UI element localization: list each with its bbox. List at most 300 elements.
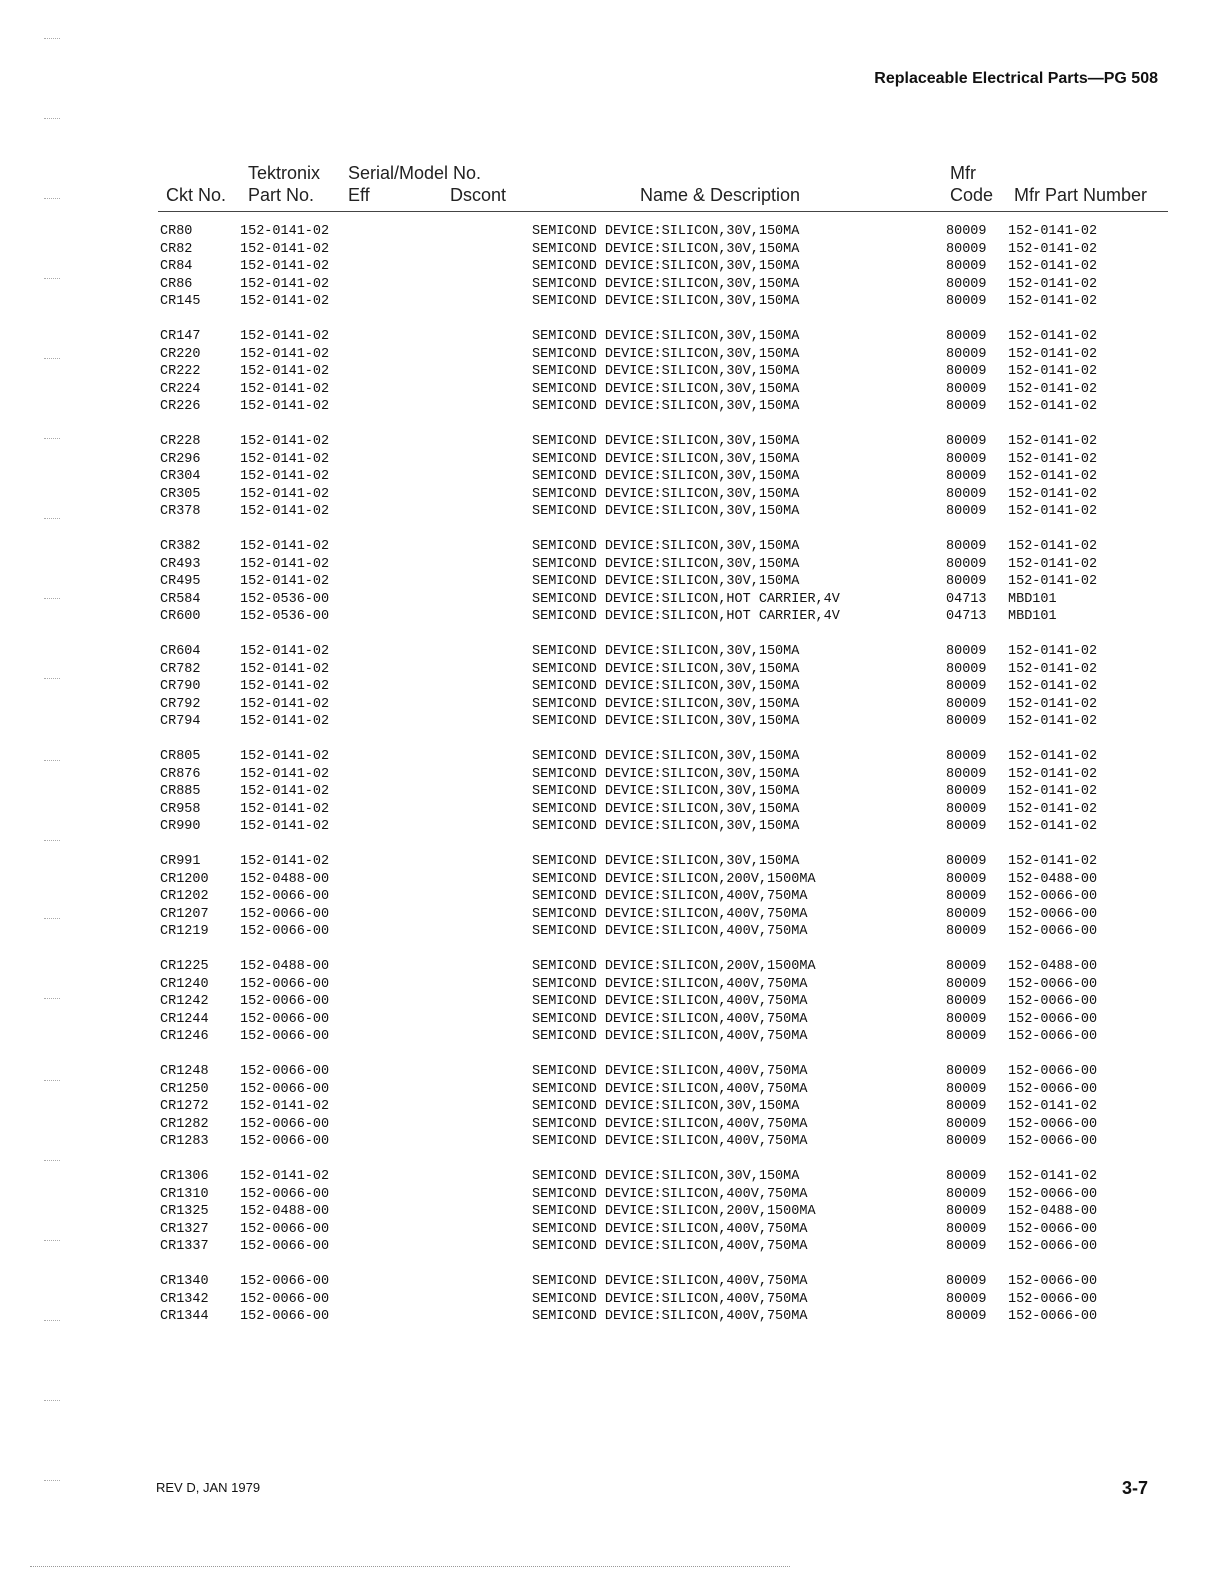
table-row — [0, 1099, 1224, 1117]
table-row — [0, 714, 1224, 732]
column-headers — [0, 163, 1224, 213]
cell-ckt-no: CR1344 — [160, 1309, 209, 1324]
cell-part-no: 152-0141-02 — [240, 1099, 330, 1114]
cell-mfr-code: 80009 — [946, 994, 987, 1009]
cell-ckt-no: CR1200 — [160, 871, 209, 887]
cell-part-no: 152-0488-00 — [240, 959, 330, 974]
cell-ckt-no: CR495 — [160, 574, 201, 589]
cell-mfr-code: 80009 — [946, 801, 987, 817]
cell-name-description: SEMICOND DEVICE:SILICON,200V,1500MA — [532, 871, 816, 887]
table-row — [0, 539, 1224, 557]
cell-name-description: SEMICOND DEVICE:SILICON,30V,150MA — [532, 329, 800, 344]
cell-name-description: SEMICOND DEVICE:SILICON,30V,150MA — [532, 276, 800, 292]
table-row — [0, 907, 1224, 925]
cell-ckt-no: CR1282 — [160, 1116, 209, 1132]
cell-mfr-part-number: 152-0488-00 — [1008, 1204, 1098, 1219]
cell-mfr-code: 80009 — [946, 381, 987, 397]
cell-mfr-part-number: 152-0141-02 — [1008, 679, 1098, 694]
cell-ckt-no: CR145 — [160, 294, 201, 309]
cell-mfr-part-number: 152-0066-00 — [1008, 994, 1098, 1009]
cell-part-no: 152-0141-02 — [240, 294, 330, 309]
col-header-tektronix: Tektronix — [248, 163, 321, 183]
cell-mfr-part-number: 152-0066-00 — [1008, 1064, 1098, 1079]
cell-mfr-code: 80009 — [946, 1239, 987, 1254]
footer-revision: REV D, JAN 1979 — [156, 1480, 261, 1495]
cell-ckt-no: CR1340 — [160, 1274, 209, 1289]
table-row — [0, 1274, 1224, 1292]
cell-mfr-part-number: 152-0141-02 — [1008, 364, 1098, 379]
cell-part-no: 152-0066-00 — [240, 924, 330, 939]
table-row — [0, 959, 1224, 977]
cell-part-no: 152-0141-02 — [240, 749, 330, 764]
cell-ckt-no: CR1219 — [160, 924, 209, 939]
row-group — [0, 434, 1224, 539]
cell-name-description: SEMICOND DEVICE:SILICON,30V,150MA — [532, 661, 800, 677]
cell-mfr-code: 80009 — [946, 276, 987, 292]
cell-mfr-code: 80009 — [946, 469, 987, 484]
cell-mfr-part-number: 152-0141-02 — [1008, 504, 1098, 519]
cell-ckt-no: CR222 — [160, 364, 201, 379]
cell-part-no: 152-0066-00 — [240, 1274, 330, 1289]
cell-ckt-no: CR1342 — [160, 1291, 209, 1307]
cell-part-no: 152-0141-02 — [240, 276, 330, 292]
row-group — [0, 749, 1224, 854]
cell-part-no: 152-0141-02 — [240, 574, 330, 589]
cell-mfr-part-number: 152-0141-02 — [1008, 434, 1098, 449]
cell-name-description: SEMICOND DEVICE:SILICON,30V,150MA — [532, 854, 800, 869]
table-row — [0, 469, 1224, 487]
cell-part-no: 152-0141-02 — [240, 451, 330, 467]
col-header-mfr: Mfr — [950, 163, 976, 183]
table-row — [0, 749, 1224, 767]
cell-mfr-part-number: 152-0141-02 — [1008, 399, 1098, 414]
table-row — [0, 889, 1224, 907]
cell-name-description: SEMICOND DEVICE:SILICON,30V,150MA — [532, 539, 800, 554]
table-row — [0, 224, 1224, 242]
cell-ckt-no: CR304 — [160, 469, 201, 484]
cell-mfr-part-number: 152-0066-00 — [1008, 1186, 1098, 1202]
table-row — [0, 802, 1224, 820]
table-row — [0, 697, 1224, 715]
cell-name-description: SEMICOND DEVICE:SILICON,HOT CARRIER,4V — [532, 609, 840, 624]
cell-name-description: SEMICOND DEVICE:SILICON,30V,150MA — [532, 381, 800, 397]
table-row — [0, 784, 1224, 802]
cell-ckt-no: CR1306 — [160, 1169, 209, 1184]
cell-mfr-code: 80009 — [946, 1099, 987, 1114]
cell-mfr-part-number: 152-0141-02 — [1008, 801, 1098, 817]
table-row — [0, 1117, 1224, 1135]
table-row — [0, 924, 1224, 942]
header-rule — [158, 211, 1168, 212]
cell-mfr-code: 80009 — [946, 434, 987, 449]
cell-name-description: SEMICOND DEVICE:SILICON,30V,150MA — [532, 766, 800, 782]
cell-part-no: 152-0066-00 — [240, 1221, 330, 1237]
cell-mfr-part-number: 152-0141-02 — [1008, 486, 1098, 502]
cell-mfr-code: 80009 — [946, 1309, 987, 1324]
cell-mfr-part-number: 152-0141-02 — [1008, 749, 1098, 764]
cell-mfr-part-number: 152-0066-00 — [1008, 1309, 1098, 1324]
cell-name-description: SEMICOND DEVICE:SILICON,30V,150MA — [532, 346, 800, 362]
table-row — [0, 1292, 1224, 1310]
cell-ckt-no: CR296 — [160, 451, 201, 467]
col-header-serial-model: Serial/Model No. — [348, 163, 482, 183]
cell-mfr-part-number: MBD101 — [1008, 591, 1057, 607]
cell-mfr-part-number: 152-0141-02 — [1008, 241, 1098, 257]
cell-part-no: 152-0141-02 — [240, 486, 330, 502]
bottom-edge-line — [30, 1566, 790, 1567]
cell-mfr-code: 80009 — [946, 1081, 987, 1097]
cell-mfr-part-number: 152-0141-02 — [1008, 469, 1098, 484]
cell-name-description: SEMICOND DEVICE:SILICON,30V,150MA — [532, 696, 800, 712]
cell-part-no: 152-0066-00 — [240, 1186, 330, 1202]
table-row — [0, 364, 1224, 382]
cell-name-description: SEMICOND DEVICE:SILICON,200V,1500MA — [532, 1204, 816, 1219]
cell-mfr-code: 80009 — [946, 784, 987, 799]
cell-ckt-no: CR792 — [160, 696, 201, 712]
cell-name-description: SEMICOND DEVICE:SILICON,30V,150MA — [532, 679, 800, 694]
cell-mfr-code: 80009 — [946, 889, 987, 904]
cell-part-no: 152-0141-02 — [240, 329, 330, 344]
cell-ckt-no: CR1244 — [160, 1011, 209, 1027]
cell-mfr-code: 80009 — [946, 574, 987, 589]
cell-name-description: SEMICOND DEVICE:SILICON,400V,750MA — [532, 1116, 808, 1132]
cell-mfr-code: 80009 — [946, 696, 987, 712]
cell-mfr-part-number: 152-0141-02 — [1008, 714, 1098, 729]
table-row — [0, 329, 1224, 347]
cell-mfr-code: 80009 — [946, 1134, 987, 1149]
cell-ckt-no: CR1202 — [160, 889, 209, 904]
table-row — [0, 1204, 1224, 1222]
table-row — [0, 872, 1224, 890]
cell-mfr-part-number: 152-0141-02 — [1008, 819, 1098, 834]
cell-part-no: 152-0066-00 — [240, 1134, 330, 1149]
cell-mfr-part-number: 152-0141-02 — [1008, 661, 1098, 677]
cell-name-description: SEMICOND DEVICE:SILICON,30V,150MA — [532, 434, 800, 449]
cell-part-no: 152-0066-00 — [240, 1291, 330, 1307]
cell-name-description: SEMICOND DEVICE:SILICON,30V,150MA — [532, 504, 800, 519]
table-row — [0, 242, 1224, 260]
cell-mfr-code: 80009 — [946, 364, 987, 379]
cell-mfr-part-number: 152-0141-02 — [1008, 1099, 1098, 1114]
cell-mfr-code: 80009 — [946, 224, 987, 239]
cell-ckt-no: CR782 — [160, 661, 201, 677]
cell-part-no: 152-0141-02 — [240, 556, 330, 572]
cell-name-description: SEMICOND DEVICE:SILICON,400V,750MA — [532, 976, 808, 992]
cell-mfr-code: 80009 — [946, 1064, 987, 1079]
table-row — [0, 259, 1224, 277]
table-row — [0, 1239, 1224, 1257]
cell-mfr-part-number: 152-0141-02 — [1008, 381, 1098, 397]
table-row — [0, 557, 1224, 575]
cell-part-no: 152-0141-02 — [240, 434, 330, 449]
cell-part-no: 152-0141-02 — [240, 224, 330, 239]
table-row — [0, 767, 1224, 785]
cell-part-no: 152-0066-00 — [240, 1064, 330, 1079]
cell-mfr-part-number: 152-0066-00 — [1008, 1239, 1098, 1254]
cell-ckt-no: CR1207 — [160, 906, 209, 922]
parts-table — [0, 224, 1224, 1379]
cell-name-description: SEMICOND DEVICE:SILICON,400V,750MA — [532, 1239, 808, 1254]
row-group — [0, 1169, 1224, 1274]
cell-ckt-no: CR600 — [160, 609, 201, 624]
row-group — [0, 224, 1224, 329]
row-group — [0, 854, 1224, 959]
table-row — [0, 592, 1224, 610]
cell-ckt-no: CR805 — [160, 749, 201, 764]
cell-mfr-part-number: 152-0066-00 — [1008, 1274, 1098, 1289]
cell-ckt-no: CR226 — [160, 399, 201, 414]
cell-mfr-part-number: 152-0141-02 — [1008, 346, 1098, 362]
cell-mfr-part-number: MBD101 — [1008, 609, 1057, 624]
row-group — [0, 1274, 1224, 1379]
cell-mfr-part-number: 152-0141-02 — [1008, 1169, 1098, 1184]
cell-name-description: SEMICOND DEVICE:SILICON,30V,150MA — [532, 224, 800, 239]
cell-mfr-part-number: 152-0141-02 — [1008, 766, 1098, 782]
cell-mfr-code: 80009 — [946, 294, 987, 309]
footer-page-number: 3-7 — [1121, 1478, 1148, 1498]
cell-mfr-part-number: 152-0066-00 — [1008, 1011, 1098, 1027]
cell-name-description: SEMICOND DEVICE:SILICON,30V,150MA — [532, 1099, 800, 1114]
cell-name-description: SEMICOND DEVICE:SILICON,400V,750MA — [532, 1274, 808, 1289]
cell-mfr-part-number: 152-0141-02 — [1008, 329, 1098, 344]
cell-name-description: SEMICOND DEVICE:SILICON,30V,150MA — [532, 241, 800, 257]
table-row — [0, 574, 1224, 592]
table-row — [0, 277, 1224, 295]
cell-mfr-code: 80009 — [946, 1011, 987, 1027]
cell-mfr-code: 80009 — [946, 644, 987, 659]
cell-part-no: 152-0141-02 — [240, 784, 330, 799]
cell-name-description: SEMICOND DEVICE:SILICON,400V,750MA — [532, 1081, 808, 1097]
cell-mfr-part-number: 152-0066-00 — [1008, 1291, 1098, 1307]
cell-mfr-code: 80009 — [946, 679, 987, 694]
cell-mfr-code: 80009 — [946, 976, 987, 992]
cell-mfr-part-number: 152-0141-02 — [1008, 574, 1098, 589]
table-row — [0, 679, 1224, 697]
cell-name-description: SEMICOND DEVICE:SILICON,30V,150MA — [532, 556, 800, 572]
cell-mfr-part-number: 152-0066-00 — [1008, 889, 1098, 904]
cell-mfr-part-number: 152-0066-00 — [1008, 1081, 1098, 1097]
cell-mfr-code: 04713 — [946, 609, 987, 624]
table-row — [0, 977, 1224, 995]
cell-name-description: SEMICOND DEVICE:SILICON,30V,150MA — [532, 714, 800, 729]
cell-part-no: 152-0141-02 — [240, 539, 330, 554]
cell-part-no: 152-0536-00 — [240, 609, 330, 624]
cell-name-description: SEMICOND DEVICE:SILICON,400V,750MA — [532, 1291, 808, 1307]
cell-ckt-no: CR876 — [160, 766, 201, 782]
cell-part-no: 152-0141-02 — [240, 696, 330, 712]
cell-part-no: 152-0488-00 — [240, 1204, 330, 1219]
cell-part-no: 152-0141-02 — [240, 469, 330, 484]
cell-name-description: SEMICOND DEVICE:SILICON,30V,150MA — [532, 801, 800, 817]
cell-part-no: 152-0141-02 — [240, 346, 330, 362]
cell-ckt-no: CR1246 — [160, 1029, 209, 1044]
cell-part-no: 152-0141-02 — [240, 819, 330, 834]
cell-mfr-code: 80009 — [946, 906, 987, 922]
cell-name-description: SEMICOND DEVICE:SILICON,400V,750MA — [532, 994, 808, 1009]
cell-part-no: 152-0066-00 — [240, 1309, 330, 1324]
cell-part-no: 152-0141-02 — [240, 364, 330, 379]
cell-ckt-no: CR1250 — [160, 1081, 209, 1097]
cell-mfr-part-number: 152-0066-00 — [1008, 906, 1098, 922]
table-row — [0, 1134, 1224, 1152]
cell-ckt-no: CR147 — [160, 329, 201, 344]
cell-mfr-part-number: 152-0066-00 — [1008, 976, 1098, 992]
cell-name-description: SEMICOND DEVICE:SILICON,30V,150MA — [532, 574, 800, 589]
cell-name-description: SEMICOND DEVICE:SILICON,400V,750MA — [532, 906, 808, 922]
cell-mfr-part-number: 152-0141-02 — [1008, 696, 1098, 712]
cell-mfr-code: 80009 — [946, 486, 987, 502]
cell-name-description: SEMICOND DEVICE:SILICON,HOT CARRIER,4V — [532, 591, 840, 607]
cell-ckt-no: CR1240 — [160, 976, 209, 992]
cell-part-no: 152-0141-02 — [240, 661, 330, 677]
table-row — [0, 644, 1224, 662]
cell-part-no: 152-0141-02 — [240, 381, 330, 397]
cell-ckt-no: CR1310 — [160, 1186, 209, 1202]
cell-ckt-no: CR958 — [160, 801, 201, 817]
table-row — [0, 399, 1224, 417]
cell-mfr-part-number: 152-0066-00 — [1008, 1029, 1098, 1044]
cell-mfr-code: 80009 — [946, 259, 987, 274]
cell-ckt-no: CR1272 — [160, 1099, 209, 1114]
cell-part-no: 152-0141-02 — [240, 679, 330, 694]
cell-mfr-part-number: 152-0141-02 — [1008, 451, 1098, 467]
cell-ckt-no: CR84 — [160, 259, 193, 274]
cell-mfr-code: 80009 — [946, 241, 987, 257]
cell-part-no: 152-0066-00 — [240, 1116, 330, 1132]
cell-name-description: SEMICOND DEVICE:SILICON,400V,750MA — [532, 1064, 808, 1079]
cell-ckt-no: CR794 — [160, 714, 201, 729]
cell-mfr-code: 80009 — [946, 819, 987, 834]
cell-mfr-code: 80009 — [946, 539, 987, 554]
cell-name-description: SEMICOND DEVICE:SILICON,30V,150MA — [532, 294, 800, 309]
table-row — [0, 1082, 1224, 1100]
cell-ckt-no: CR584 — [160, 591, 201, 607]
cell-mfr-code: 80009 — [946, 661, 987, 677]
table-row — [0, 1012, 1224, 1030]
cell-name-description: SEMICOND DEVICE:SILICON,400V,750MA — [532, 924, 808, 939]
cell-ckt-no: CR1225 — [160, 959, 209, 974]
cell-mfr-part-number: 152-0141-02 — [1008, 556, 1098, 572]
table-row — [0, 819, 1224, 837]
table-row — [0, 1169, 1224, 1187]
cell-ckt-no: CR991 — [160, 854, 201, 869]
cell-mfr-code: 80009 — [946, 854, 987, 869]
cell-part-no: 152-0066-00 — [240, 906, 330, 922]
cell-mfr-code: 80009 — [946, 346, 987, 362]
row-group — [0, 644, 1224, 749]
cell-mfr-code: 80009 — [946, 1204, 987, 1219]
cell-ckt-no: CR82 — [160, 241, 193, 257]
cell-mfr-part-number: 152-0141-02 — [1008, 224, 1098, 239]
cell-mfr-part-number: 152-0141-02 — [1008, 259, 1098, 274]
cell-ckt-no: CR790 — [160, 679, 201, 694]
cell-part-no: 152-0141-02 — [240, 854, 330, 869]
cell-ckt-no: CR1283 — [160, 1134, 209, 1149]
cell-ckt-no: CR604 — [160, 644, 201, 659]
cell-name-description: SEMICOND DEVICE:SILICON,30V,150MA — [532, 259, 800, 274]
cell-mfr-part-number: 152-0066-00 — [1008, 1116, 1098, 1132]
row-group — [0, 959, 1224, 1064]
cell-name-description: SEMICOND DEVICE:SILICON,30V,150MA — [532, 399, 800, 414]
cell-ckt-no: CR382 — [160, 539, 201, 554]
cell-name-description: SEMICOND DEVICE:SILICON,400V,750MA — [532, 1186, 808, 1202]
table-row — [0, 994, 1224, 1012]
cell-mfr-part-number: 152-0141-02 — [1008, 276, 1098, 292]
cell-name-description: SEMICOND DEVICE:SILICON,200V,1500MA — [532, 959, 816, 974]
cell-mfr-code: 80009 — [946, 1169, 987, 1184]
row-group — [0, 539, 1224, 644]
cell-mfr-code: 80009 — [946, 1029, 987, 1044]
cell-ckt-no: CR224 — [160, 381, 201, 397]
cell-mfr-code: 80009 — [946, 871, 987, 887]
cell-name-description: SEMICOND DEVICE:SILICON,400V,750MA — [532, 1029, 808, 1044]
col-header-name-description: Name & Description — [640, 185, 801, 205]
cell-ckt-no: CR1242 — [160, 994, 209, 1009]
cell-mfr-part-number: 152-0141-02 — [1008, 539, 1098, 554]
table-row — [0, 434, 1224, 452]
col-header-ckt-no: Ckt No. — [166, 185, 227, 205]
table-row — [0, 1309, 1224, 1327]
cell-mfr-code: 80009 — [946, 749, 987, 764]
cell-part-no: 152-0536-00 — [240, 591, 330, 607]
cell-name-description: SEMICOND DEVICE:SILICON,30V,150MA — [532, 486, 800, 502]
cell-mfr-code: 80009 — [946, 1221, 987, 1237]
cell-name-description: SEMICOND DEVICE:SILICON,400V,750MA — [532, 1221, 808, 1237]
cell-mfr-part-number: 152-0141-02 — [1008, 784, 1098, 799]
cell-part-no: 152-0488-00 — [240, 871, 330, 887]
table-row — [0, 294, 1224, 312]
cell-mfr-part-number: 152-0488-00 — [1008, 871, 1098, 887]
cell-ckt-no: CR493 — [160, 556, 201, 572]
cell-part-no: 152-0141-02 — [240, 766, 330, 782]
cell-ckt-no: CR228 — [160, 434, 201, 449]
cell-ckt-no: CR990 — [160, 819, 201, 834]
cell-mfr-part-number: 152-0066-00 — [1008, 1221, 1098, 1237]
cell-part-no: 152-0066-00 — [240, 1239, 330, 1254]
page-header-title: Replaceable Electrical Parts—PG 508 — [874, 70, 1158, 87]
table-row — [0, 1222, 1224, 1240]
cell-part-no: 152-0066-00 — [240, 976, 330, 992]
cell-part-no: 152-0141-02 — [240, 714, 330, 729]
cell-mfr-code: 80009 — [946, 1186, 987, 1202]
cell-ckt-no: CR80 — [160, 224, 193, 239]
cell-mfr-code: 80009 — [946, 1291, 987, 1307]
cell-ckt-no: CR220 — [160, 346, 201, 362]
cell-ckt-no: CR1337 — [160, 1239, 209, 1254]
table-row — [0, 1029, 1224, 1047]
cell-name-description: SEMICOND DEVICE:SILICON,400V,750MA — [532, 1309, 808, 1324]
cell-mfr-part-number: 152-0066-00 — [1008, 1134, 1098, 1149]
cell-name-description: SEMICOND DEVICE:SILICON,30V,150MA — [532, 819, 800, 834]
cell-ckt-no: CR1327 — [160, 1221, 209, 1237]
cell-mfr-part-number: 152-0066-00 — [1008, 924, 1098, 939]
cell-mfr-part-number: 152-0141-02 — [1008, 854, 1098, 869]
table-row — [0, 1187, 1224, 1205]
cell-name-description: SEMICOND DEVICE:SILICON,400V,750MA — [532, 889, 808, 904]
table-row — [0, 854, 1224, 872]
cell-ckt-no: CR378 — [160, 504, 201, 519]
table-row — [0, 662, 1224, 680]
cell-mfr-code: 80009 — [946, 766, 987, 782]
cell-name-description: SEMICOND DEVICE:SILICON,30V,150MA — [532, 364, 800, 379]
cell-mfr-code: 80009 — [946, 399, 987, 414]
cell-ckt-no: CR305 — [160, 486, 201, 502]
cell-name-description: SEMICOND DEVICE:SILICON,30V,150MA — [532, 1169, 800, 1184]
cell-mfr-code: 80009 — [946, 504, 987, 519]
cell-name-description: SEMICOND DEVICE:SILICON,30V,150MA — [532, 749, 800, 764]
cell-name-description: SEMICOND DEVICE:SILICON,30V,150MA — [532, 784, 800, 799]
cell-part-no: 152-0066-00 — [240, 1011, 330, 1027]
